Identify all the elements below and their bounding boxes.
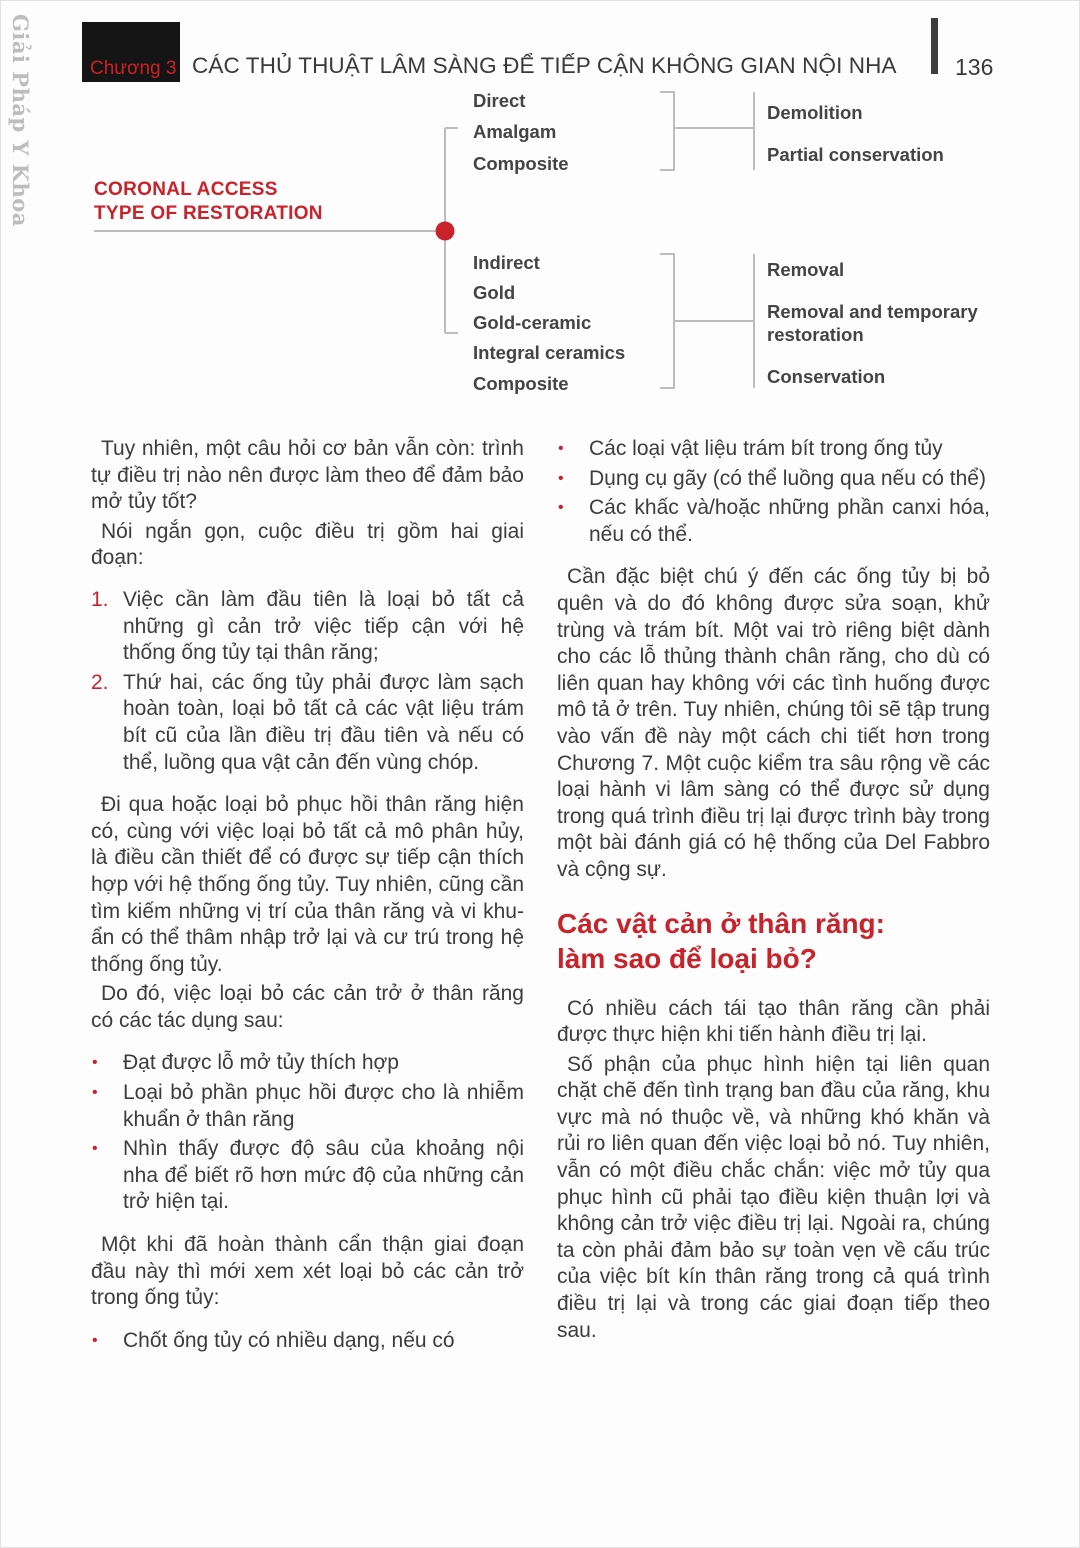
page-number: 136 <box>955 54 994 80</box>
list-item <box>91 1136 524 1216</box>
section-heading-line2: làm sao để loại bỏ? <box>557 942 817 974</box>
root-label-line1: CORONAL ACCESS <box>94 179 278 200</box>
running-title: CÁC THỦ THUẬT LÂM SÀNG ĐỂ TIẾP CẬN KHÔNG GIAN NỘI NHA <box>192 53 897 78</box>
bullet-dot: • <box>92 1084 98 1102</box>
list-text: Loại bỏ phần phục hồi được cho là nhiễm khuẩn ở thân răng <box>123 1081 524 1131</box>
list-item <box>91 1050 524 1077</box>
direct-outcome: Demolition <box>767 102 863 123</box>
indirect-heading: Indirect <box>473 252 540 273</box>
list-text: Thứ hai, các ống tủy phải được làm sạch hoàn toàn, loại bỏ tất cả các vật liệu trám bít cũ của lần điều trị đầu tiên và nếu có thể, luồng qua vật cản đến vùng chóp. <box>123 670 524 774</box>
direct-item: Composite <box>473 153 569 174</box>
list-text: Nhìn thấy được độ sâu của khoảng nội nha để biết rõ hơn mức độ của những cản trở hiện tại. <box>123 1137 524 1214</box>
bullet-list <box>91 1050 524 1216</box>
list-text: Đạt được lỗ mở tủy thích hợp <box>123 1051 399 1075</box>
list-item <box>91 1328 524 1355</box>
bullet-dot: • <box>558 469 564 487</box>
list-item <box>91 1080 524 1133</box>
step-list <box>91 587 524 776</box>
paragraph: Nói ngắn gọn, cuộc điều trị gồm hai giai đoạn: <box>91 519 524 570</box>
bullet-dot: • <box>558 499 564 517</box>
indirect-item: Integral ceramics <box>473 342 626 363</box>
list-item <box>91 587 524 667</box>
paragraph: Có nhiều cách tái tạo thân răng cần phải được thực hiện khi tiến hành điều trị lại. <box>557 996 990 1047</box>
left-column <box>91 436 524 1354</box>
section-heading-line1: Các vật cản ở thân răng: <box>557 907 885 939</box>
direct-outcome: Partial conservation <box>767 144 944 165</box>
indirect-outcome: Conservation <box>767 366 886 387</box>
list-item <box>91 670 524 776</box>
paragraph: Đi qua hoặc loại bỏ phục hồi thân răng hiện có, cùng với việc loại bỏ tất cả mô phân hủy, là điều cần thiết để có được sự tiếp cận thích hợp với hệ thống ống tủy. Tuy nhiên, cũng cần tìm kiếm những vị trí của thân răng và vi khuẩn có thể thâm nhập trở lại và cư trú trong hệ thống ống tủy. <box>91 793 524 976</box>
list-item <box>557 466 990 493</box>
indirect-bracket <box>660 254 674 388</box>
list-number: 1. <box>91 587 109 611</box>
direct-bracket <box>660 92 674 170</box>
list-number: 2. <box>91 670 109 694</box>
junction-dot <box>436 222 455 241</box>
indirect-outcome: Removal and temporary <box>767 301 978 322</box>
list-item <box>557 436 990 463</box>
indirect-item: Gold-ceramic <box>473 312 592 333</box>
bullet-list <box>91 1328 524 1355</box>
paragraph: Một khi đã hoàn thành cẩn thận giai đoạn đầu này thì mới xem xét loại bỏ các cản trở trong ống tủy: <box>91 1233 524 1310</box>
chapter-label: Chương 3 <box>90 58 177 79</box>
list-text: Việc cần làm đầu tiên là loại bỏ tất cả những gì cản trở việc tiếp cận với hệ thống ống tủy tại thân răng; <box>123 587 524 665</box>
paragraph: Tuy nhiên, một câu hỏi cơ bản vẫn còn: trình tự điều trị nào nên được làm theo để đảm bảo mở tủy tốt? <box>91 437 524 514</box>
paragraph: Cần đặc biệt chú ý đến các ống tủy bị bỏ quên và do đó không được sửa soạn, khử trùng và trám bít. Một vai trò riêng biệt dành cho các lỗ thủng thành chân răng, cho dù có liên quan hay không với các tình huống được mô tả ở trên. Tuy nhiên, chúng tôi sẽ tập trung vào vấn đề này một cách chi tiết hơn trong Chương 7. Một cuộc kiểm tra sâu rộng về các loại hành vi lâm sàng có thể được sử dụng trong quá trình điều trị lại được trình bày trong một bài đánh giá có hệ thống của Del Fabbro và cộng sự. <box>557 565 990 881</box>
indirect-outcome: Removal <box>767 259 845 280</box>
bullet-dot: • <box>92 1054 98 1072</box>
indirect-outcome-cont: restoration <box>767 324 864 345</box>
list-text: Các loại vật liệu trám bít trong ống tủy <box>589 437 943 460</box>
bullet-list <box>557 436 990 548</box>
section-heading <box>557 906 990 976</box>
list-text: Các khấc và/hoặc những phần canxi hóa, nếu có thể. <box>589 496 990 546</box>
bullet-dot: • <box>92 1140 98 1158</box>
bullet-dot: • <box>92 1331 98 1349</box>
indirect-item: Gold <box>473 282 516 303</box>
right-column <box>557 436 990 1344</box>
direct-item: Amalgam <box>473 121 557 142</box>
indirect-item: Composite <box>473 373 569 394</box>
bullet-dot: • <box>558 440 564 457</box>
paragraph: Số phận của phục hình hiện tại liên quan chặt chẽ đến tình trạng ban đầu của răng, khu vực mà nó thuộc về, và những khó khăn và rủi ro liên quan đến việc loại bỏ nó. Tuy nhiên, vẫn có một điều chắc chắn: việc mở tủy qua phục hình cũ phải tạo điều kiện thuận lợi và không cản trở việc điều trị lại. Ngoài ra, chúng ta còn phải đảm bảo sự toàn vẹn về cấu trúc của việc bít kín thân răng trong cả quá trình điều trị lại và trong các giai đoạn tiếp theo sau. <box>557 1052 990 1342</box>
side-watermark: Giải Pháp Y Khoa <box>8 14 33 227</box>
restoration-diagram <box>0 0 1080 420</box>
direct-heading: Direct <box>473 90 526 111</box>
list-item <box>557 495 990 548</box>
root-label-line2: TYPE OF RESTORATION <box>94 203 323 224</box>
list-text: Dụng cụ gãy (có thể luồng qua nếu có thể) <box>589 466 986 490</box>
list-text: Chốt ống tủy có nhiều dạng, nếu có <box>123 1328 455 1352</box>
paragraph: Do đó, việc loại bỏ các cản trở ở thân răng có các tác dụng sau: <box>91 982 524 1032</box>
